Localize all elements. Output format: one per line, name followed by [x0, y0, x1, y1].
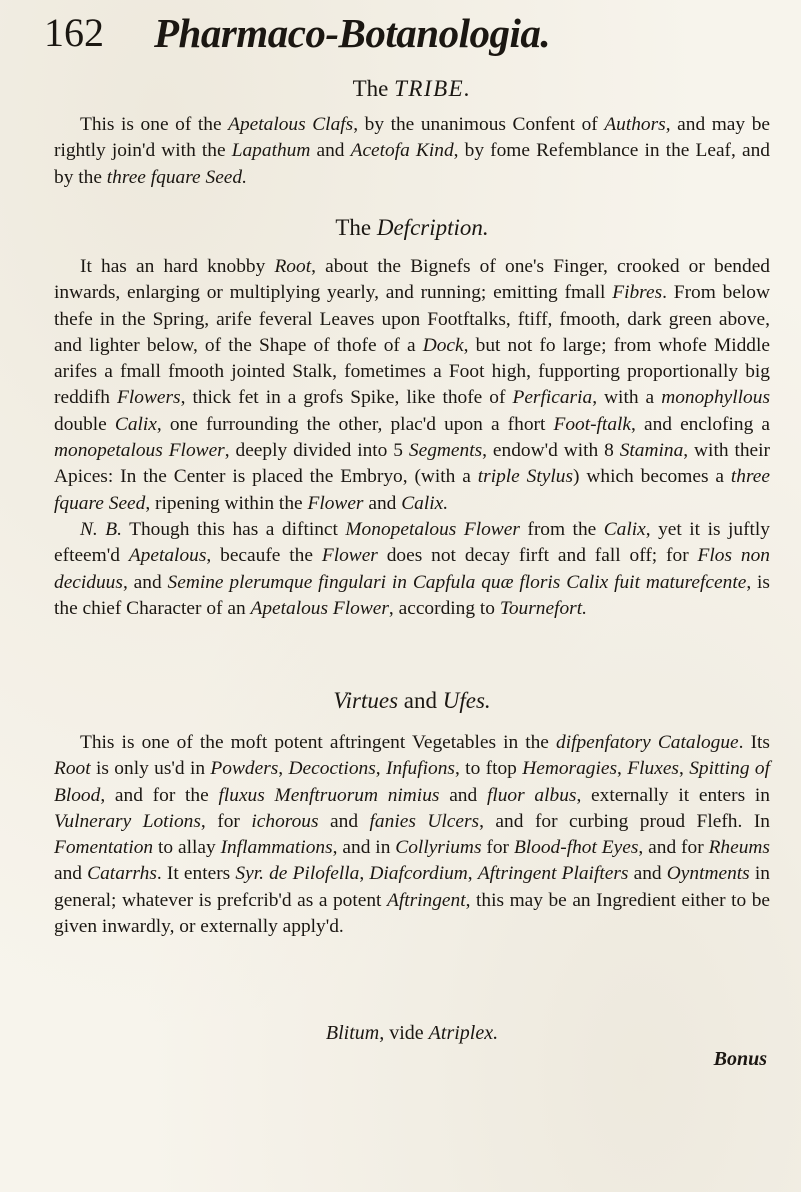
italic-run: Oyntments: [666, 863, 750, 885]
description-heading: [54, 213, 770, 243]
italic-run: N. B.: [80, 518, 122, 540]
italic-run: Flos non deciduus: [54, 545, 770, 593]
text-run: and: [628, 863, 667, 885]
text-run: , but not fo large; from whofe Middle arifes a fmall fmooth jointed Stalk, fometimes a Foot high, fupporting proportionally big reddifh: [54, 334, 770, 409]
text-run: , deeply divided into 5: [224, 440, 409, 462]
italic-run: Aftringent: [386, 889, 466, 911]
description-paragraph: [54, 254, 770, 517]
text-run: , and for: [638, 837, 709, 859]
text-run: This is one of the: [80, 114, 229, 135]
italic-run: Fibres: [612, 282, 663, 304]
italic-run: Catarrhs: [87, 863, 157, 885]
italic-run: Monopetalous Flower: [345, 518, 520, 540]
text-run: ,: [617, 758, 628, 780]
text-run: to allay: [153, 837, 221, 859]
italic-run: Root: [274, 256, 312, 277]
text-run: ,: [359, 863, 370, 885]
italic-run: Flowers: [117, 387, 181, 409]
italic-run: Foot-ftalk: [553, 413, 632, 435]
italic-run: Root: [54, 758, 91, 780]
text-run: ,: [467, 863, 478, 885]
virtues-paragraph-block: [54, 730, 770, 940]
cross-reference-term: Blitum,: [325, 1022, 385, 1044]
running-title: Pharmaco-Botanologia.: [154, 10, 551, 56]
italic-run: Calix: [114, 413, 157, 435]
italic-run: Dock: [422, 334, 464, 356]
text-run: ,: [375, 758, 386, 780]
tribe-heading-word: TRIBE.: [394, 76, 472, 101]
text-run: , endow'd with 8: [482, 440, 620, 462]
italic-run: Hemoragies: [522, 758, 618, 780]
italic-run: Diafcordium: [369, 863, 468, 885]
text-run: , by the unanimous Confent of: [353, 114, 605, 135]
description-heading-word: Defcription.: [376, 215, 489, 240]
text-run: , for: [200, 810, 252, 832]
text-run: , and: [122, 571, 168, 593]
virtues-heading: [54, 686, 770, 716]
text-run: , and enclofing a: [631, 413, 770, 435]
cross-reference-target: Atriplex.: [428, 1022, 499, 1044]
cross-reference-vide: vide: [389, 1022, 424, 1044]
text-run: , yet it is juftly efteem'd: [54, 518, 771, 567]
catchword: Bonus: [713, 1048, 767, 1070]
text-run: . From below thefe in the Spring, arife feveral Leaves upon Footftalks, ftiff, fmooth, dark green above, and lighter below, of the Shape of thofe of a: [54, 282, 771, 356]
italic-run: Spitting of Blood: [54, 758, 770, 806]
virtues-heading-word1: Virtues: [333, 688, 399, 713]
text-run: for: [481, 837, 514, 859]
italic-run: Flower: [307, 492, 364, 514]
text-run: ,: [278, 758, 289, 780]
text-run: , and for the: [100, 784, 219, 806]
text-run: , about the Bignefs of one's Finger, crooked or bended inwards, enlarging or multiplying yearly, and running; emitting fmall: [54, 256, 770, 304]
italic-run: Semine plerumque fingulari in Capfula quæ floris Calix fuit maturefcente: [167, 571, 747, 593]
italic-run: Apetalous: [128, 545, 207, 567]
page-number: 162: [44, 10, 104, 55]
italic-run: difpenfatory Catalogue: [556, 732, 739, 753]
italic-run: Apetalous Clafs: [228, 114, 354, 135]
description-paragraph-block: [54, 254, 770, 622]
description-note-paragraph: [54, 517, 770, 622]
text-run: double: [54, 413, 115, 435]
description-heading-prefix: The: [335, 215, 372, 240]
italic-run: Collyriums: [395, 837, 482, 859]
tribe-paragraph: [54, 112, 770, 191]
italic-run: monopetalous Flower: [54, 440, 225, 462]
italic-run: fluxus Menftruorum nimius: [218, 784, 440, 806]
italic-run: Syr. de Pilofella: [235, 863, 360, 885]
italic-run: monophyllous: [661, 387, 770, 409]
text-run: , with their Apices: In the Center is placed the Embryo, (with a: [54, 440, 770, 488]
text-run: and: [310, 140, 351, 162]
text-run: , ripening within the: [145, 492, 308, 514]
virtues-paragraph: [54, 730, 770, 940]
text-run: , by fome Refemblance in the Leaf, and by the: [54, 140, 770, 188]
italic-run: fanies Ulcers: [369, 810, 480, 832]
text-run: , becaufe the: [206, 545, 322, 567]
italic-run: Infufions: [386, 758, 455, 780]
text-run: , and may be rightly join'd with the: [54, 114, 770, 162]
text-run: This is one of the moft potent aftringent Vegetables in the: [80, 732, 556, 753]
text-run: and: [363, 492, 402, 514]
italic-run: fluor albus: [486, 784, 577, 806]
text-run: . Its: [738, 732, 770, 753]
italic-run: three fquare Seed.: [106, 166, 247, 188]
text-run: and: [318, 810, 370, 832]
tribe-heading-prefix: The: [352, 76, 389, 101]
text-run: is only us'd in: [90, 758, 211, 780]
italic-run: Decoctions: [288, 758, 376, 780]
italic-run: ichorous: [251, 810, 319, 832]
text-run: It has an hard knobby: [80, 256, 275, 277]
virtues-heading-and: and: [403, 688, 438, 713]
italic-run: Powders: [210, 758, 279, 780]
text-run: in general; whatever is prefcrib'd as a potent: [54, 863, 770, 911]
cross-reference: [54, 1020, 770, 1046]
italic-run: Segments: [408, 440, 483, 462]
italic-run: Blood-fhot Eyes: [513, 837, 639, 859]
text-run: , according to: [388, 597, 500, 619]
italic-run: Perficaria: [512, 387, 593, 409]
text-run: from the: [519, 518, 604, 540]
italic-run: Calix: [603, 518, 646, 540]
italic-run: Inflammations: [220, 837, 333, 859]
tribe-paragraph-block: [54, 112, 770, 191]
text-run: , thick fet in a grofs Spike, like thofe of: [180, 387, 513, 409]
italic-run: Apetalous Flower: [250, 597, 389, 619]
text-run: ) which becomes a: [573, 466, 731, 488]
text-run: , to ftop: [454, 758, 523, 780]
tribe-heading: [54, 74, 770, 104]
text-run: , and for curbing proud Flefh. In: [479, 810, 770, 832]
italic-run: Stamina: [619, 440, 684, 462]
italic-run: Fomentation: [54, 837, 154, 859]
text-run: , one furrounding the other, plac'd upon a fhort: [156, 413, 554, 435]
text-run: Though this has a diftinct: [121, 518, 346, 540]
italic-run: Tournefort.: [499, 597, 587, 619]
text-run: , and in: [332, 837, 396, 859]
text-run: , externally it enters in: [576, 784, 770, 806]
italic-run: Lapathum: [231, 140, 311, 162]
italic-run: Vulnerary Lotions: [54, 810, 201, 832]
text-run: , with a: [592, 387, 662, 409]
text-run: does not decay firft and fall off; for: [377, 545, 698, 567]
italic-run: Authors: [604, 114, 666, 135]
italic-run: Rheums: [708, 837, 770, 859]
text-run: . It enters: [156, 863, 236, 885]
italic-run: Aftringent Plaifters: [477, 863, 629, 885]
italic-run: Flower: [321, 545, 378, 567]
italic-run: triple Stylus: [477, 466, 574, 488]
virtues-heading-word2: Ufes.: [442, 688, 491, 713]
italic-run: Acetofa Kind: [350, 140, 454, 162]
text-run: and: [439, 784, 487, 806]
italic-run: Calix.: [401, 492, 449, 514]
page-header: [44, 8, 764, 58]
text-run: and: [54, 863, 88, 885]
text-run: ,: [678, 758, 690, 780]
text-run: , this may be an Ingredient either to be given inwardly, or externally apply'd.: [54, 889, 770, 938]
text-run: , is the chief Character of an: [54, 571, 770, 619]
italic-run: three fquare Seed: [54, 466, 771, 514]
italic-run: Fluxes: [627, 758, 679, 780]
